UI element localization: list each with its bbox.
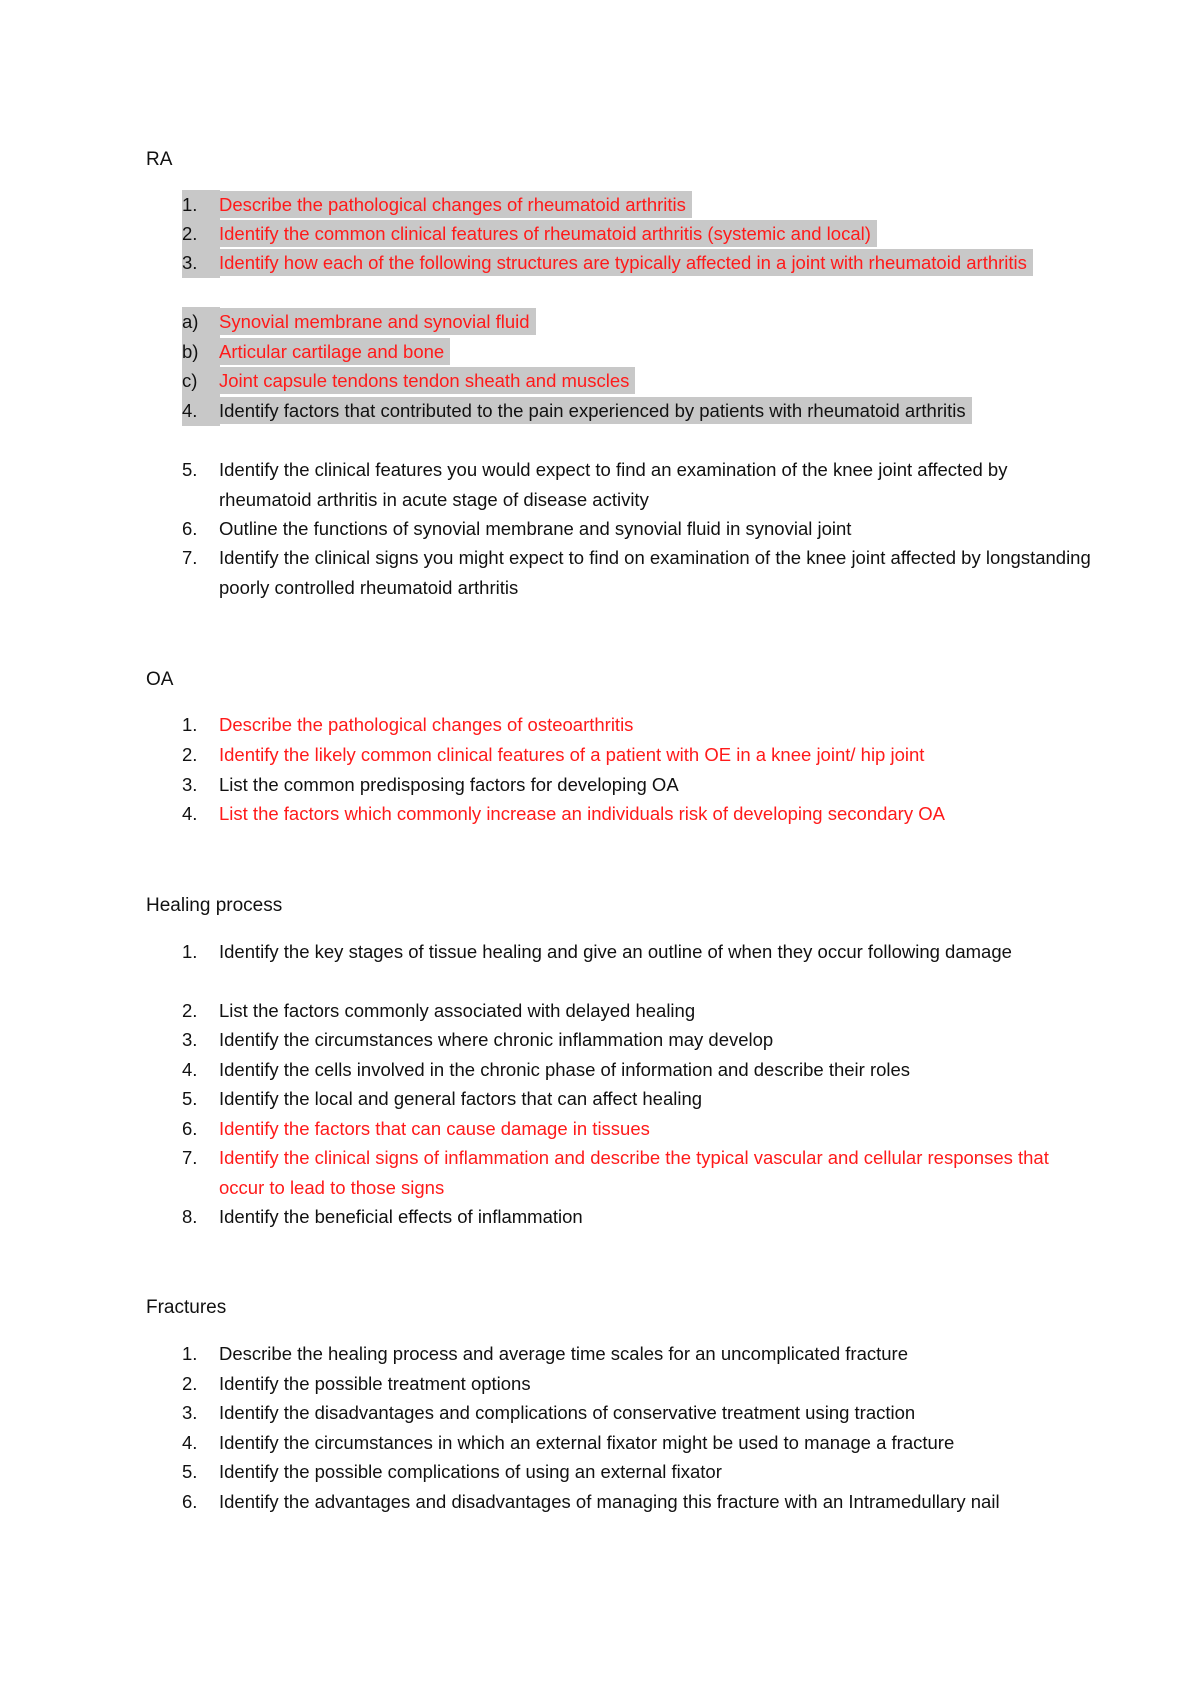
section-heading-oa: OA	[146, 669, 174, 690]
list-marker: 5.	[182, 459, 198, 480]
objective-text: Articular cartilage and bone	[219, 338, 450, 365]
list-marker: 5.	[182, 1088, 198, 1109]
list-marker: 2.	[182, 219, 220, 249]
objective-text: Identify the possible treatment options	[219, 1373, 531, 1394]
section-heading-healing-process: Healing process	[146, 895, 283, 916]
list-marker: 4.	[182, 803, 198, 824]
objective-text: Identify the local and general factors that can affect healing	[219, 1088, 703, 1109]
objective-text: Identify factors that contributed to the pain experienced by patients with rheumatoid arthritis	[219, 397, 972, 424]
list-marker: 1.	[182, 1343, 198, 1364]
objective-text: Identify the likely common clinical features of a patient with OE in a knee joint/ hip joint	[219, 744, 925, 765]
objective-text: Identify the key stages of tissue healing and give an outline of when they occur following damage	[219, 941, 1012, 962]
list-marker: 3.	[182, 248, 220, 278]
objective-text: Describe the healing process and average time scales for an uncomplicated fracture	[219, 1343, 908, 1364]
objective-text: Identify the possible complications of using an external fixator	[219, 1461, 722, 1482]
objective-text: Identify the clinical signs you might expect to find on examination of the knee joint affected by longstanding poorly controlled rheumatoid arthritis	[219, 547, 1091, 598]
objective-text: Identify the factors that can cause damage in tissues	[219, 1118, 650, 1139]
objective-text: Identify the advantages and disadvantages of managing this fracture with an Intramedullary nail	[219, 1491, 1000, 1512]
objective-text: Identify the clinical features you would expect to find an examination of the knee joint affected by rheumatoid arthritis in acute stage of disease activity	[219, 459, 1008, 510]
list-marker: 2.	[182, 744, 198, 765]
objective-text: Identify the beneficial effects of inflammation	[219, 1206, 583, 1227]
objective-text: Identify the disadvantages and complications of conservative treatment using traction	[219, 1402, 916, 1423]
objective-text: List the factors commonly associated with delayed healing	[219, 1000, 696, 1021]
list-marker: 6.	[182, 518, 198, 539]
list-marker: 3.	[182, 1402, 198, 1423]
section-heading-ra: RA	[146, 149, 173, 170]
list-marker: 7.	[182, 1147, 198, 1168]
objective-text: Describe the pathological changes of osteoarthritis	[219, 714, 634, 735]
objective-text: Identify the circumstances where chronic inflammation may develop	[219, 1029, 774, 1050]
objective-text: List the factors which commonly increase an individuals risk of developing secondary OA	[219, 803, 945, 824]
list-marker: 2.	[182, 1373, 198, 1394]
objective-text: Identify the clinical signs of inflammation and describe the typical vascular and cellular responses that occur to lead to those signs	[219, 1147, 1049, 1198]
objective-text: Identify the circumstances in which an external fixator might be used to manage a fracture	[219, 1432, 955, 1453]
list-marker: b)	[182, 337, 220, 367]
list-marker: 1.	[182, 714, 198, 735]
list-marker: 2.	[182, 1000, 198, 1021]
objective-text: Synovial membrane and synovial fluid	[219, 308, 536, 335]
list-marker: 4.	[182, 396, 220, 426]
list-marker: 4.	[182, 1059, 198, 1080]
objective-text: Joint capsule tendons tendon sheath and muscles	[219, 367, 635, 394]
objective-text: Describe the pathological changes of rheumatoid arthritis	[219, 191, 692, 218]
objective-text: Identify how each of the following structures are typically affected in a joint with rheumatoid arthritis	[219, 249, 1033, 276]
list-marker: c)	[182, 366, 220, 396]
list-marker: a)	[182, 307, 220, 337]
list-marker: 6.	[182, 1491, 198, 1512]
list-marker: 1.	[182, 190, 220, 220]
list-marker: 1.	[182, 941, 198, 962]
objective-text: Identify the cells involved in the chronic phase of information and describe their roles	[219, 1059, 911, 1080]
list-marker: 8.	[182, 1206, 198, 1227]
list-marker: 3.	[182, 1029, 198, 1050]
section-heading-fractures: Fractures	[146, 1297, 227, 1318]
list-marker: 5.	[182, 1461, 198, 1482]
objective-text: List the common predisposing factors for developing OA	[219, 774, 679, 795]
list-marker: 3.	[182, 774, 198, 795]
list-marker: 7.	[182, 547, 198, 568]
list-marker: 6.	[182, 1118, 198, 1139]
objective-text: Outline the functions of synovial membrane and synovial fluid in synovial joint	[219, 518, 852, 539]
list-marker: 4.	[182, 1432, 198, 1453]
objective-text: Identify the common clinical features of rheumatoid arthritis (systemic and local)	[219, 220, 877, 247]
